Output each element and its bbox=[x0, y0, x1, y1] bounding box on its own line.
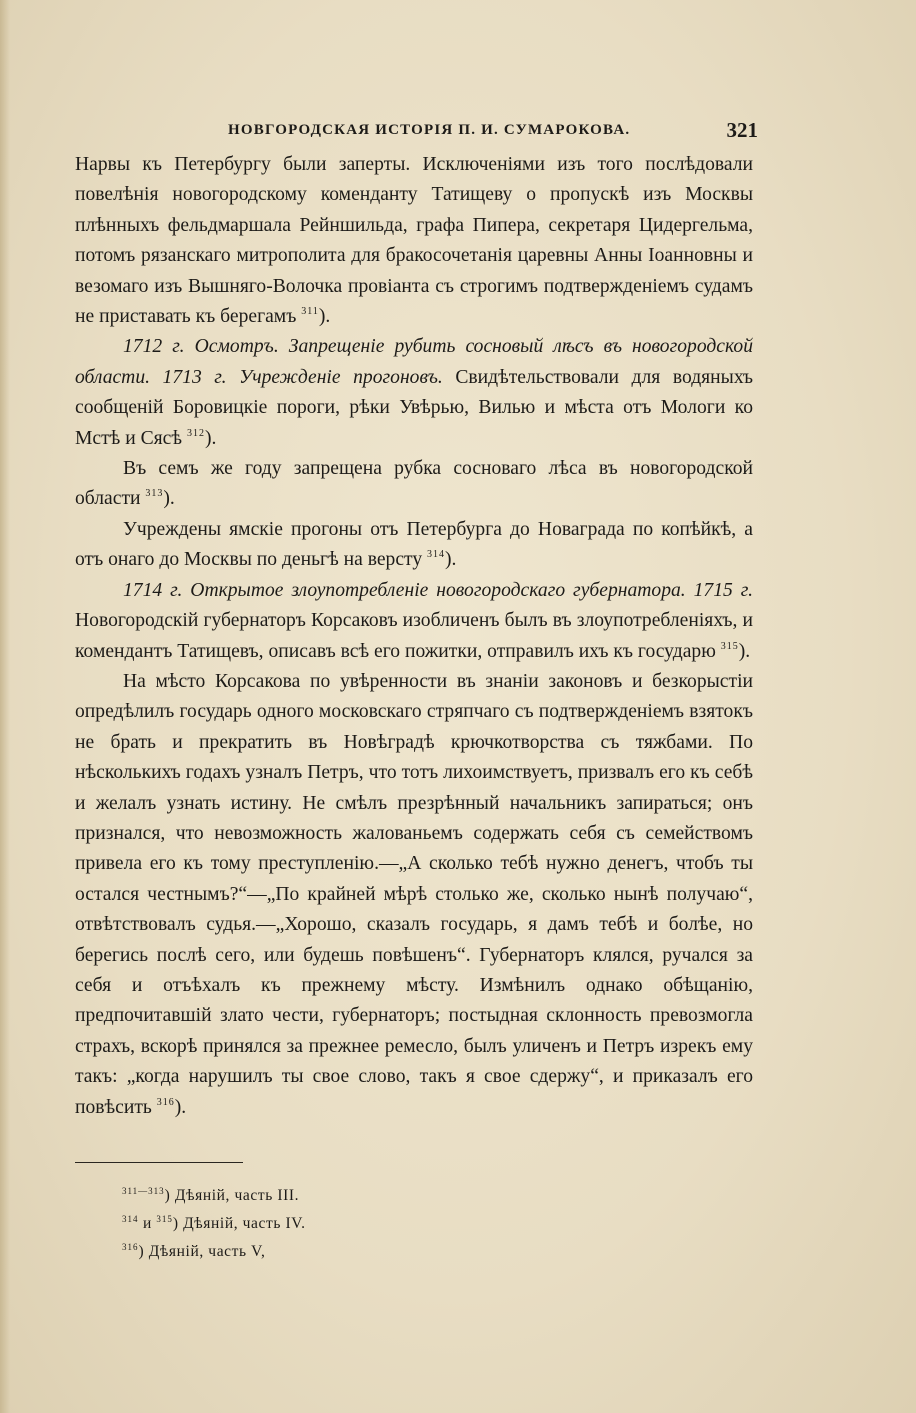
footnote-text: ) Дѣяній, часть V, bbox=[138, 1243, 266, 1260]
footnotes bbox=[122, 1182, 306, 1266]
ref-close: ). bbox=[445, 549, 457, 571]
paragraph-2 bbox=[75, 332, 753, 454]
footnote-ref: 312 bbox=[186, 427, 205, 439]
footnote-ref: 311 bbox=[301, 306, 319, 318]
footnote-ref: 316 bbox=[156, 1096, 175, 1108]
paragraph-text: Въ семъ же году запрещена рубка сосноваго лѣса въ новогородской области bbox=[75, 458, 753, 510]
footnote-item bbox=[122, 1182, 306, 1210]
page-edge-shadow bbox=[0, 0, 10, 1413]
footnote-item bbox=[122, 1210, 306, 1238]
paragraph-text: Свидѣтельствовали для водяныхъ сообщеній Боровицкіе пороги, рѣки Увѣрью, Вилью и мѣста отъ Мологи ко Мстѣ и Сясѣ bbox=[75, 366, 754, 449]
footnote-divider bbox=[75, 1162, 243, 1163]
paragraph-text: Нарвы къ Петербургу были заперты. Исключеніями изъ того послѣдовали повелѣнія новогородскому коменданту Татищеву о пропускѣ изъ Москвы плѣнныхъ фельдмаршала Рейншильда, графа Пипера, секретаря Цидергельма, потомъ рязанскаго митрополита для бракосочетанія царевны Анны Іоанновны и везомаго изъ Вышняго-Волочка провіанта съ строгимъ подтвержденіемъ судамъ не приставать къ берегамъ bbox=[75, 154, 753, 328]
italic-heading: 1712 г. Осмотръ. Запрещеніе рубить сосновый лѣсъ въ новогородской области. 1713 г. Учрежденіе прогоновъ. bbox=[75, 336, 753, 388]
ref-close: ). bbox=[738, 640, 751, 662]
page-number: 321 bbox=[726, 118, 758, 142]
ref-close: ). bbox=[174, 1096, 187, 1118]
ref-close: ). bbox=[318, 306, 331, 328]
main-text bbox=[75, 150, 753, 1123]
paragraph-1 bbox=[75, 150, 753, 332]
italic-heading: 1714 г. Открытое злоупотребленіе новогородскаго губернатора. 1715 г. bbox=[123, 579, 753, 601]
paragraph-text: Новогородскій губернаторъ Корсаковъ изобличенъ былъ въ злоупотребленіяхъ, и комендантъ Татищевъ, описавъ всѣ его пожитки, отправилъ ихъ къ государю bbox=[75, 610, 753, 662]
footnote-marker: 311—313 bbox=[122, 1186, 165, 1196]
paragraph-6 bbox=[75, 667, 753, 1123]
footnote-ref: 313 bbox=[145, 488, 164, 500]
paragraph-text: Учреждены ямскіе прогоны отъ Петербурга до Новаграда по копѣйкѣ, а отъ онаго до Москвы по деньгѣ на версту bbox=[75, 518, 753, 571]
paragraph-4 bbox=[75, 515, 753, 576]
footnote-text: ) Дѣяній, часть IV. bbox=[172, 1215, 306, 1232]
ref-close: ). bbox=[204, 427, 217, 449]
footnote-item bbox=[122, 1238, 306, 1266]
paragraph-5 bbox=[75, 576, 753, 667]
footnote-ref: 315 bbox=[720, 640, 739, 652]
paragraph-3 bbox=[75, 454, 753, 515]
footnote-text: ) Дѣяній, часть III. bbox=[164, 1187, 300, 1204]
footnote-marker: 316 bbox=[122, 1242, 139, 1252]
footnote-conjunction: и bbox=[138, 1215, 157, 1232]
ref-close: ). bbox=[163, 488, 175, 510]
running-title: НОВГОРОДСКАЯ ИСТОРІЯ П. И. СУМАРОКОВА. bbox=[228, 122, 631, 138]
footnote-marker: 315 bbox=[156, 1214, 173, 1224]
page-header bbox=[228, 118, 758, 144]
footnote-ref: 314 bbox=[427, 549, 446, 561]
footnote-marker: 314 bbox=[122, 1214, 139, 1224]
paragraph-text: На мѣсто Корсакова по увѣренности въ знаніи законовъ и безкорыстіи опредѣлилъ государь одного московскаго стряпчаго съ подтвержденіемъ взятокъ не брать и прекратить въ Новѣградѣ крючкотворства съ тяжбами. По нѣсколькихъ годахъ узналъ Петръ, что тотъ лихоимствуетъ, призвалъ его къ себѣ и желалъ узнать истину. Не смѣлъ презрѣнный начальникъ запираться; онъ признался, что невозможность жалованьемъ содержать себя съ семействомъ привела его къ тому преступленію.—„А сколько тебѣ нужно денегъ, чтобъ ты остался честнымъ?“—„По крайней мѣрѣ столько же, сколько нынѣ получаю“, отвѣтствовалъ судья.—„Хорошо, сказалъ государь, я дамъ тебѣ и болѣе, но берегись послѣ сего, или будешь повѣшенъ“. Губернаторъ клялся, ручался за себя и отъѣхалъ къ прежнему мѣсту. Измѣнилъ однако обѣщанію, предпочитавшій злато чести, губернаторъ; постыдная склонность превозмогла страхъ, вскорѣ принялся за прежнее ремесло, былъ уличенъ и Петръ изрекъ ему такъ: „когда нарушилъ ты свое слово, такъ я свое сдержу“, и приказалъ его повѣсить bbox=[75, 670, 753, 1118]
